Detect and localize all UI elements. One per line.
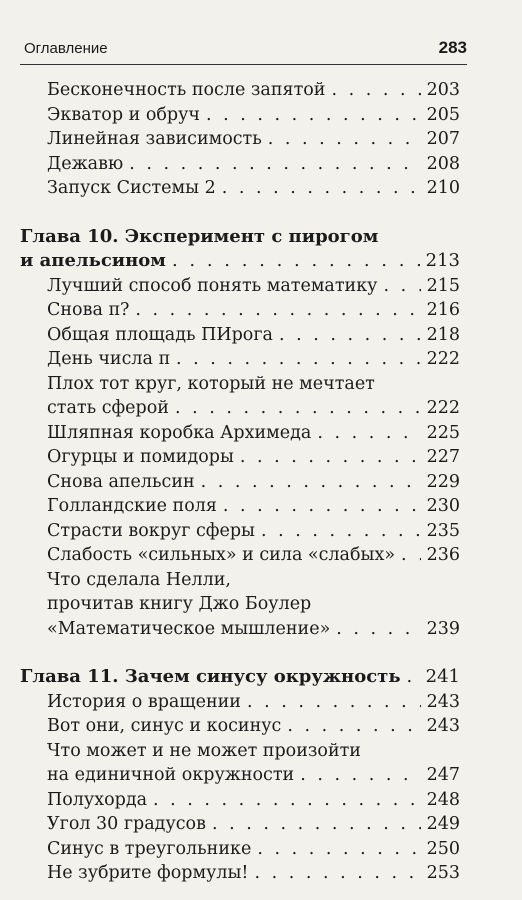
toc-page-number: 248 (426, 789, 460, 810)
toc-entry (20, 788, 460, 813)
toc-entry-title: Снова апельсин (47, 471, 195, 492)
toc-page-number: 247 (426, 765, 460, 785)
leader-dots (300, 763, 420, 788)
toc-entry-title: Не зубрите формулы! (47, 863, 249, 883)
toc-page-number: 215 (426, 275, 460, 296)
toc-entry-title: Голландские поля (47, 496, 217, 516)
toc-entry (20, 445, 460, 470)
toc-entry (20, 152, 460, 177)
toc-entry-title: История о вращении (47, 691, 241, 712)
toc-page-number: 250 (426, 838, 460, 859)
toc-entry (20, 176, 460, 201)
section-gap (20, 641, 460, 665)
toc-entry-title: Синус в треугольнике (47, 838, 252, 859)
toc-entry-title: Плох тот круг, который не мечтает (47, 373, 375, 394)
leader-dots (206, 103, 421, 128)
leader-dots (175, 396, 421, 421)
toc-entry (20, 739, 460, 788)
toc-entry-title: Запуск Системы 2 (47, 178, 216, 198)
toc-entry-title: Слабость «сильных» и сила «слабых» (47, 545, 396, 565)
leader-dots (222, 176, 421, 201)
toc-entry (20, 714, 460, 739)
leader-dots (172, 249, 420, 274)
leader-dots (317, 421, 420, 446)
leader-dots (331, 78, 420, 103)
toc-page-number: 216 (426, 300, 460, 320)
toc-page-number: 210 (426, 178, 460, 198)
toc-page-number: 243 (426, 716, 460, 736)
toc-page-number: 235 (426, 520, 460, 541)
toc-entry (20, 519, 460, 544)
leader-dots (254, 861, 420, 886)
toc-entry-title: Что сделала Нелли, (47, 569, 231, 590)
toc-entry-title: Дежавю (47, 153, 124, 174)
leader-dots (383, 274, 420, 299)
toc-entry (20, 837, 460, 862)
toc-entry (20, 274, 460, 299)
toc-entry-title: на единичной окружности (47, 765, 295, 785)
toc-entry (20, 861, 460, 886)
toc-entry-title: Шляпная коробка Архимеда (47, 422, 312, 443)
toc-page-number: 227 (426, 447, 460, 467)
toc-entry-title: прочитав книгу Джо Боулер (47, 594, 312, 614)
toc-entry-title: Страсти вокруг сферы (47, 520, 255, 541)
leader-dots (407, 665, 420, 690)
toc-page-number: 229 (426, 471, 460, 492)
toc-entry (20, 690, 460, 715)
toc-entry-title: Полухорда (47, 789, 148, 810)
toc-page-number: 222 (426, 398, 460, 418)
toc-entry (20, 470, 460, 495)
leader-dots (240, 445, 421, 470)
leader-dots (279, 323, 421, 348)
toc-entry (20, 347, 460, 372)
leader-dots (268, 127, 421, 152)
toc-entry-title: Бесконечность после запятой (47, 80, 326, 100)
leader-dots (129, 152, 420, 177)
toc-entry-title: Глава 10. Эксперимент с пирогом (20, 225, 379, 247)
toc-page-number: 241 (425, 666, 460, 687)
leader-dots (287, 714, 420, 739)
running-header (20, 36, 467, 65)
toc-entry (20, 127, 460, 152)
leader-dots (201, 470, 421, 495)
toc-page-number: 243 (426, 691, 460, 712)
toc-entry (20, 78, 460, 103)
toc-entry-title: Глава 11. Зачем синусу окружность (20, 666, 401, 687)
toc-entry-title: Лучший способ понять математику (47, 275, 378, 296)
leader-dots (261, 519, 421, 544)
toc-chapter-entry (20, 665, 460, 690)
toc-entry (20, 323, 460, 348)
toc-page-number: 236 (426, 545, 460, 565)
toc-page-number: 222 (426, 349, 460, 369)
toc-entry-title: стать сферой (47, 398, 169, 418)
toc-page-number: 253 (426, 863, 460, 883)
leader-dots (336, 617, 420, 642)
toc-entry-title: Огурцы и помидоры (47, 447, 234, 467)
page-number: 283 (438, 38, 467, 57)
leader-dots (247, 690, 421, 715)
toc-entry-title: «Математическое мышление» (47, 618, 331, 639)
leader-dots (223, 494, 421, 519)
toc-page-number: 203 (426, 80, 460, 100)
toc-page-number: 249 (426, 814, 460, 834)
toc-entry-title: и апельсином (20, 250, 166, 271)
toc-entry-title: Общая площадь ПИрога (47, 324, 273, 345)
toc-entry (20, 421, 460, 446)
toc-entry (20, 372, 460, 421)
toc-entry (20, 812, 460, 837)
toc-page-number: 205 (426, 104, 460, 125)
leader-dots (176, 347, 421, 372)
toc-page-number: 218 (426, 324, 460, 345)
toc-page-number: 239 (426, 618, 460, 639)
table-of-contents (20, 78, 460, 886)
toc-entry (20, 298, 460, 323)
toc-entry-title: Угол 30 градусов (47, 814, 206, 834)
leader-dots (153, 788, 421, 813)
toc-entry-title: Линейная зависимость (47, 129, 262, 149)
toc-entry-title: День числа π (47, 349, 170, 369)
leader-dots (212, 812, 421, 837)
toc-page-number: 207 (426, 129, 460, 149)
toc-page-number: 208 (426, 153, 460, 174)
toc-entry (20, 568, 460, 642)
section-gap (20, 201, 460, 225)
leader-dots (135, 298, 420, 323)
toc-entry (20, 103, 460, 128)
toc-page-number: 230 (426, 496, 460, 516)
toc-entry-title: Вот они, синус и косинус (47, 716, 282, 736)
leader-dots (257, 837, 420, 862)
toc-page-number: 225 (426, 422, 460, 443)
leader-dots (401, 543, 421, 568)
toc-entry (20, 543, 460, 568)
toc-entry (20, 494, 460, 519)
toc-chapter-entry (20, 225, 460, 274)
running-title: Оглавление (24, 40, 108, 57)
toc-entry-title: Что может и не может произойти (47, 740, 361, 761)
toc-entry-title: Экватор и обруч (47, 104, 200, 125)
toc-entry-title: Снова π? (47, 300, 130, 320)
toc-page-number: 213 (425, 250, 460, 271)
